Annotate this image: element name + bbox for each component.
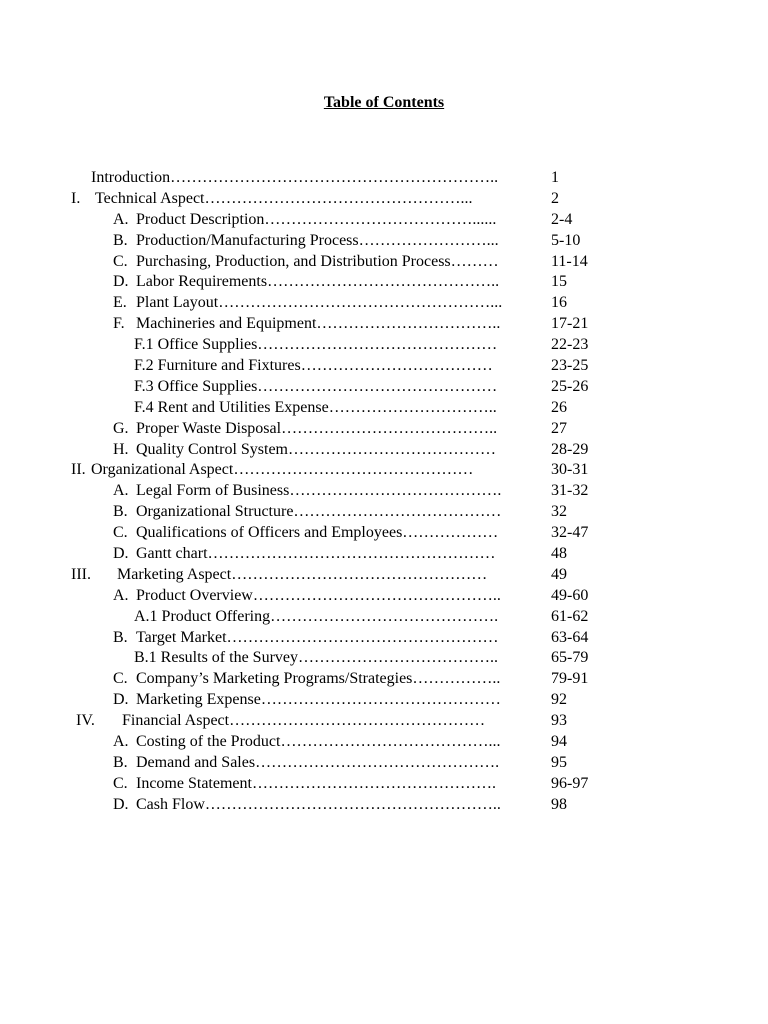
toc-entry-label: Organizational Aspect………………………………………	[91, 461, 474, 479]
toc-entry-machineries	[0, 313, 768, 334]
toc-entry-page: 15	[551, 273, 567, 291]
toc-entry-number: IV.	[76, 712, 95, 730]
toc-entry-page: 17-21	[551, 315, 589, 333]
toc-entry-number: B.	[113, 231, 128, 249]
toc-entry-page: 61-62	[551, 607, 589, 625]
toc-entry-label: F.1 Office Supplies………………………………………	[134, 336, 498, 354]
toc-entry-number: A.	[113, 733, 129, 751]
toc-entry-number: H.	[113, 440, 129, 458]
toc-entry-number: C.	[113, 774, 128, 792]
toc-entry-page: 96-97	[551, 774, 589, 792]
toc-entry-number: B.	[113, 628, 128, 646]
toc-entry-number: C.	[113, 670, 128, 688]
toc-entry-costing	[0, 731, 768, 752]
toc-entry-label: Company’s Marketing Programs/Strategies……………..	[136, 670, 501, 688]
toc-entry-label: Plant Layout……………………………………………...	[136, 294, 503, 312]
toc-entry-page: 22-23	[551, 336, 589, 354]
toc-entry-number: A.	[113, 586, 129, 604]
toc-entry-number: C.	[113, 252, 128, 270]
toc-entry-label: Product Overview………………………………………..	[136, 586, 501, 604]
toc-entry-page: 63-64	[551, 628, 589, 646]
toc-entry-label: Purchasing, Production, and Distribution Process………	[136, 252, 499, 270]
toc-entry-plant-layout	[0, 292, 768, 313]
toc-entry-production-process	[0, 230, 768, 251]
toc-entry-page: 26	[551, 398, 567, 416]
toc-entry-label: Organizational Structure…………………………………	[136, 503, 502, 521]
toc-entry-label: Gantt chart………………………………………………	[136, 545, 496, 563]
toc-entry-page: 25-26	[551, 377, 589, 395]
toc-entry-gantt-chart	[0, 543, 768, 564]
toc-entry-labor-requirements	[0, 271, 768, 292]
toc-entry-page: 49	[551, 565, 567, 583]
toc-entry-label: Marketing Expense………………………………………	[136, 691, 501, 709]
toc-entry-number: E.	[113, 294, 127, 312]
toc-entry-page: 23-25	[551, 357, 589, 375]
toc-entry-page: 1	[551, 169, 559, 186]
toc-entry-page: 95	[551, 753, 567, 771]
toc-entry-office-supplies-3	[0, 376, 768, 397]
toc-entry-number: D.	[113, 273, 129, 291]
toc-entry-financial-aspect	[0, 710, 768, 731]
toc-entry-purchasing	[0, 251, 768, 272]
toc-entry-page: 65-79	[551, 649, 589, 667]
toc-entry-marketing-aspect	[0, 564, 768, 585]
toc-entry-page: 94	[551, 733, 567, 751]
toc-entry-page: 2	[551, 189, 559, 207]
toc-entry-number: D.	[113, 691, 129, 709]
toc-entry-label: Cash Flow………………………………………………..	[136, 795, 501, 813]
toc-entry-furniture	[0, 355, 768, 376]
page-title: Table of Contents	[323, 94, 445, 111]
toc-entry-quality-control	[0, 439, 768, 460]
toc-entry-rent-utilities	[0, 397, 768, 418]
toc-entry-organizational-aspect	[0, 459, 768, 480]
toc-entry-qualifications	[0, 522, 768, 543]
toc-list	[0, 167, 768, 815]
toc-entry-label: Demand and Sales……………………………………….	[136, 753, 500, 771]
toc-entry-page: 48	[551, 545, 567, 563]
toc-entry-survey-results	[0, 647, 768, 668]
toc-entry-number: II.	[71, 461, 86, 479]
toc-entry-label: Introduction……………………………………………………..	[91, 169, 499, 186]
toc-entry-introduction	[0, 167, 768, 188]
toc-entry-page: 27	[551, 419, 567, 437]
toc-entry-label: Labor Requirements……………………………………..	[136, 273, 500, 291]
toc-entry-label: Marketing Aspect…………………………………………	[117, 565, 488, 583]
toc-entry-number: C.	[113, 524, 128, 542]
toc-entry-label: Legal Form of Business………………………………….	[136, 482, 502, 500]
toc-entry-label: Financial Aspect…………………………………………	[122, 712, 486, 730]
toc-entry-page: 49-60	[551, 586, 589, 604]
toc-entry-page: 32-47	[551, 524, 589, 542]
toc-entry-label: Technical Aspect…………………………………………...	[95, 189, 473, 207]
toc-entry-organizational-structure	[0, 501, 768, 522]
toc-entry-label: A.1 Product Offering…………………………………….	[134, 607, 499, 625]
toc-entry-label: F.2 Furniture and Fixtures………………………………	[134, 357, 493, 375]
toc-entry-label: Production/Manufacturing Process……………………...	[136, 231, 499, 249]
toc-entry-page: 5-10	[551, 231, 581, 249]
toc-entry-number: G.	[113, 419, 129, 437]
toc-entry-page: 31-32	[551, 482, 589, 500]
toc-entry-page: 98	[551, 795, 567, 813]
toc-entry-label: Costing of the Product…………………………………...	[136, 733, 501, 751]
toc-entry-marketing-expense	[0, 689, 768, 710]
toc-entry-number: B.	[113, 753, 128, 771]
toc-entry-page: 93	[551, 712, 567, 730]
toc-entry-label: Machineries and Equipment……………………………..	[136, 315, 501, 333]
toc-entry-page: 28-29	[551, 440, 589, 458]
toc-entry-technical-aspect	[0, 188, 768, 209]
toc-entry-label: Target Market……………………………………………	[136, 628, 499, 646]
toc-entry-number: F.	[113, 315, 125, 333]
toc-entry-office-supplies-1	[0, 334, 768, 355]
toc-entry-page: 2-4	[551, 210, 573, 228]
toc-entry-label: Quality Control System…………………………………	[136, 440, 496, 458]
toc-entry-label: Qualifications of Officers and Employees………………	[136, 524, 499, 542]
toc-entry-number: B.	[113, 503, 128, 521]
toc-entry-page: 16	[551, 294, 567, 312]
toc-entry-number: III.	[71, 565, 91, 583]
toc-entry-page: 79-91	[551, 670, 589, 688]
toc-entry-label: Income Statement……………………………………….	[136, 774, 496, 792]
toc-entry-page: 32	[551, 503, 567, 521]
toc-entry-number: A.	[113, 482, 129, 500]
toc-entry-page: 11-14	[551, 252, 588, 270]
toc-entry-product-offering	[0, 606, 768, 627]
toc-entry-number: D.	[113, 795, 129, 813]
toc-entry-label: Proper Waste Disposal…………………………………..	[136, 419, 498, 437]
toc-entry-cash-flow	[0, 794, 768, 815]
toc-entry-income-statement	[0, 773, 768, 794]
toc-entry-label: F.4 Rent and Utilities Expense…………………………..	[134, 398, 497, 416]
toc-entry-legal-form	[0, 480, 768, 501]
toc-entry-target-market	[0, 627, 768, 648]
toc-entry-product-overview	[0, 585, 768, 606]
toc-entry-waste-disposal	[0, 418, 768, 439]
toc-entry-marketing-programs	[0, 668, 768, 689]
toc-entry-page: 92	[551, 691, 567, 709]
toc-entry-demand-sales	[0, 752, 768, 773]
toc-entry-number: I.	[71, 189, 81, 207]
toc-entry-page: 30-31	[551, 461, 589, 479]
toc-entry-label: F.3 Office Supplies………………………………………	[134, 377, 498, 395]
toc-entry-number: A.	[113, 210, 129, 228]
toc-entry-product-description	[0, 209, 768, 230]
toc-entry-label: B.1 Results of the Survey………………………………..	[134, 649, 498, 667]
toc-entry-label: Product Description…………………………………......	[136, 210, 497, 228]
toc-entry-number: D.	[113, 545, 129, 563]
